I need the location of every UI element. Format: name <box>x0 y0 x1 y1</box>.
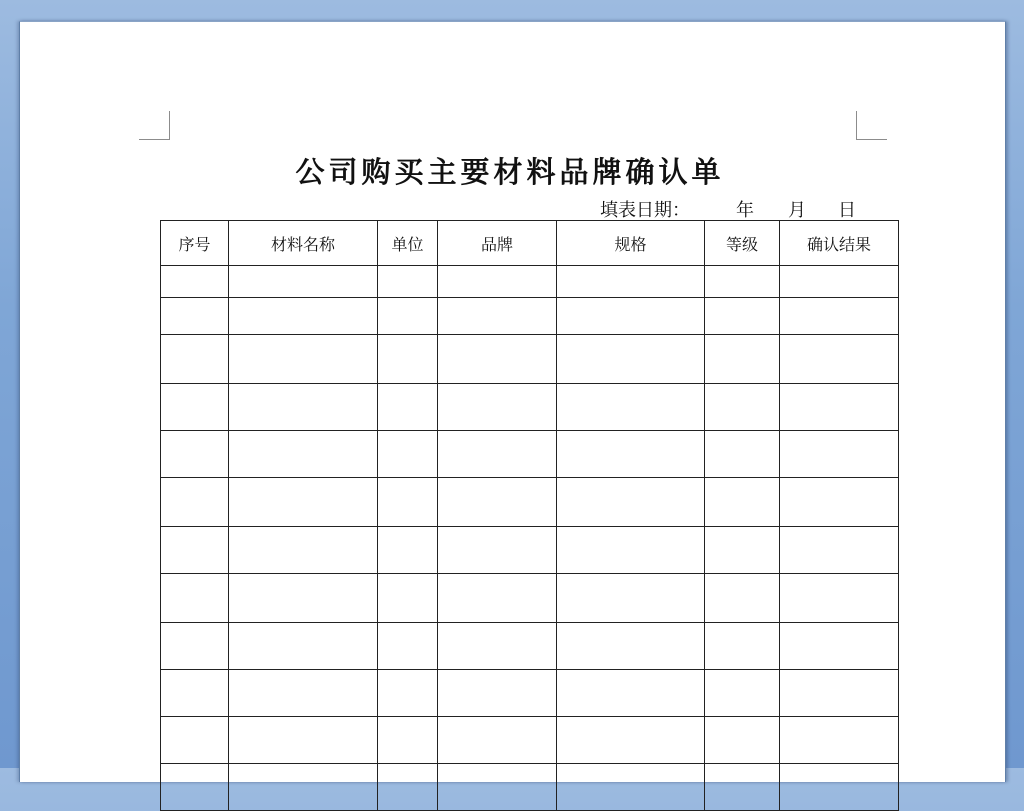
margin-corner-top-left <box>139 111 170 140</box>
table-cell[interactable] <box>378 574 438 623</box>
table-cell[interactable] <box>229 335 378 384</box>
table-cell[interactable] <box>705 298 780 335</box>
table-cell[interactable] <box>557 298 705 335</box>
table-cell[interactable] <box>705 764 780 811</box>
table-cell[interactable] <box>161 266 229 298</box>
table-cell[interactable] <box>705 717 780 764</box>
table-cell[interactable] <box>378 764 438 811</box>
table-cell[interactable] <box>705 431 780 478</box>
table-row <box>161 384 899 431</box>
table-cell[interactable] <box>780 431 899 478</box>
table-cell[interactable] <box>780 574 899 623</box>
document-title: 公司购买主要材料品牌确认单 <box>295 155 725 189</box>
header-brand: 品牌 <box>438 221 557 266</box>
table-cell[interactable] <box>161 298 229 335</box>
table-cell[interactable] <box>557 384 705 431</box>
date-year-label: 年 <box>736 200 754 221</box>
header-confirm-result: 确认结果 <box>780 221 899 266</box>
table-cell[interactable] <box>161 478 229 527</box>
table-row <box>161 670 899 717</box>
table-cell[interactable] <box>161 670 229 717</box>
table-cell[interactable] <box>780 384 899 431</box>
fill-date-label: 填表日期： <box>600 200 690 221</box>
table-row <box>161 431 899 478</box>
table-cell[interactable] <box>705 670 780 717</box>
table-cell[interactable] <box>438 764 557 811</box>
table-cell[interactable] <box>557 431 705 478</box>
table-cell[interactable] <box>161 527 229 574</box>
table-cell[interactable] <box>378 298 438 335</box>
table-cell[interactable] <box>378 335 438 384</box>
table-cell[interactable] <box>161 764 229 811</box>
table-cell[interactable] <box>161 717 229 764</box>
table-cell[interactable] <box>705 623 780 670</box>
table-cell[interactable] <box>557 764 705 811</box>
table-cell[interactable] <box>229 266 378 298</box>
table-cell[interactable] <box>378 527 438 574</box>
table-cell[interactable] <box>705 266 780 298</box>
table-row <box>161 574 899 623</box>
table-cell[interactable] <box>705 384 780 431</box>
table-cell[interactable] <box>438 527 557 574</box>
table-cell[interactable] <box>438 266 557 298</box>
table-cell[interactable] <box>438 431 557 478</box>
table-row <box>161 478 899 527</box>
header-material-name: 材料名称 <box>229 221 378 266</box>
table-cell[interactable] <box>780 478 899 527</box>
table-cell[interactable] <box>557 527 705 574</box>
table-cell[interactable] <box>438 478 557 527</box>
table-cell[interactable] <box>229 717 378 764</box>
table-cell[interactable] <box>229 298 378 335</box>
table-cell[interactable] <box>229 384 378 431</box>
table-row <box>161 623 899 670</box>
table-cell[interactable] <box>378 431 438 478</box>
table-cell[interactable] <box>705 527 780 574</box>
table-cell[interactable] <box>557 266 705 298</box>
header-unit: 单位 <box>378 221 438 266</box>
table-cell[interactable] <box>229 527 378 574</box>
table-cell[interactable] <box>780 670 899 717</box>
table-cell[interactable] <box>161 384 229 431</box>
table-cell[interactable] <box>557 717 705 764</box>
header-spec: 规格 <box>557 221 705 266</box>
table-cell[interactable] <box>229 574 378 623</box>
table-row <box>161 335 899 384</box>
table-cell[interactable] <box>229 431 378 478</box>
table-cell[interactable] <box>780 527 899 574</box>
table-cell[interactable] <box>161 574 229 623</box>
table-cell[interactable] <box>557 670 705 717</box>
table-cell[interactable] <box>229 670 378 717</box>
table-cell[interactable] <box>780 266 899 298</box>
margin-corner-top-right <box>856 111 887 140</box>
table-header-row <box>161 221 899 266</box>
table-cell[interactable] <box>705 335 780 384</box>
table-row <box>161 527 899 574</box>
table-cell[interactable] <box>780 717 899 764</box>
table-cell[interactable] <box>378 717 438 764</box>
table-cell[interactable] <box>557 478 705 527</box>
header-grade: 等级 <box>705 221 780 266</box>
table-cell[interactable] <box>438 717 557 764</box>
date-day-label: 日 <box>838 200 856 221</box>
date-month-label: 月 <box>788 200 806 221</box>
table-cell[interactable] <box>378 670 438 717</box>
table-cell[interactable] <box>229 623 378 670</box>
table-cell[interactable] <box>378 478 438 527</box>
table-cell[interactable] <box>438 298 557 335</box>
table-cell[interactable] <box>780 764 899 811</box>
table-cell[interactable] <box>438 670 557 717</box>
table-cell[interactable] <box>557 574 705 623</box>
header-index: 序号 <box>161 221 229 266</box>
table-cell[interactable] <box>229 478 378 527</box>
table-cell[interactable] <box>780 298 899 335</box>
table-cell[interactable] <box>161 623 229 670</box>
table-row <box>161 764 899 811</box>
table-row <box>161 266 899 298</box>
table-cell[interactable] <box>378 384 438 431</box>
table-cell[interactable] <box>557 623 705 670</box>
table-cell[interactable] <box>378 623 438 670</box>
table-cell[interactable] <box>705 574 780 623</box>
table-cell[interactable] <box>780 335 899 384</box>
material-brand-table <box>160 220 899 811</box>
table-cell[interactable] <box>161 431 229 478</box>
table-cell[interactable] <box>229 764 378 811</box>
table-cell[interactable] <box>780 623 899 670</box>
table-cell[interactable] <box>378 266 438 298</box>
table-cell[interactable] <box>557 335 705 384</box>
table-cell[interactable] <box>161 335 229 384</box>
table-row <box>161 298 899 335</box>
table-cell[interactable] <box>705 478 780 527</box>
table-cell[interactable] <box>438 384 557 431</box>
table-cell[interactable] <box>438 623 557 670</box>
table-cell[interactable] <box>438 335 557 384</box>
document-page <box>19 21 1006 782</box>
table-row <box>161 717 899 764</box>
table-cell[interactable] <box>438 574 557 623</box>
